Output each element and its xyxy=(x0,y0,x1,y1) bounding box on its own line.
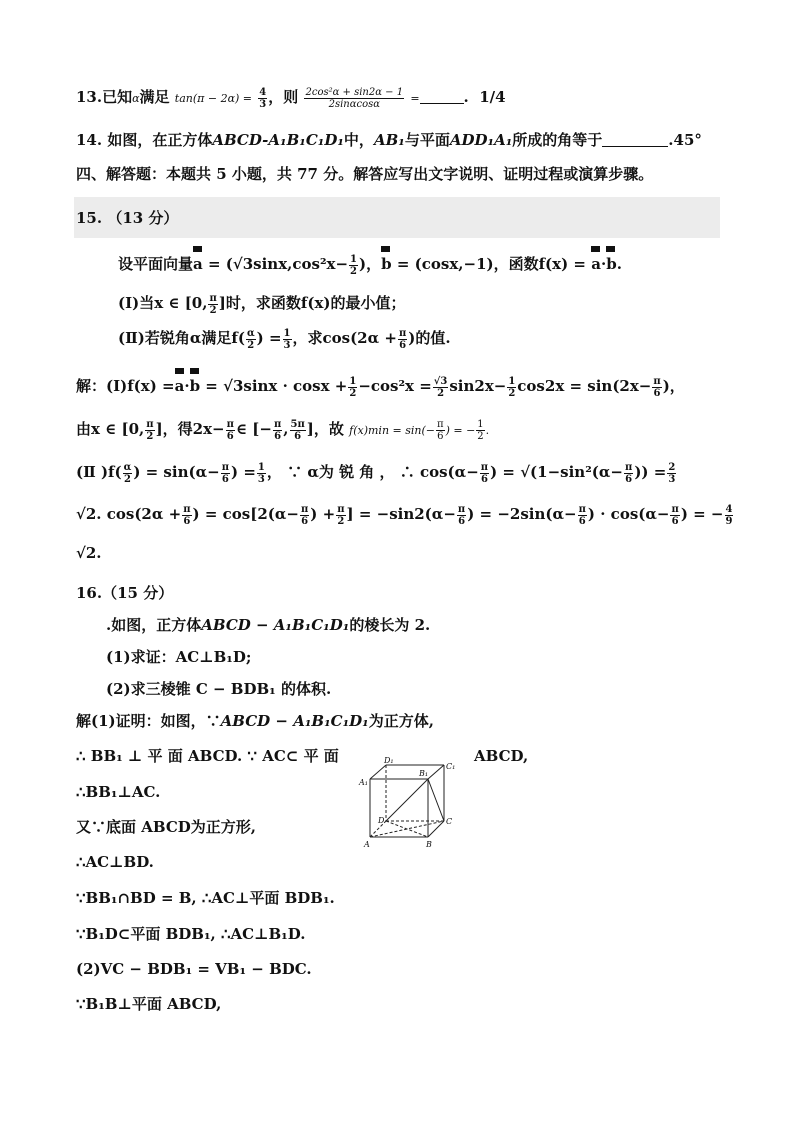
vector-arrow-icon xyxy=(606,246,615,252)
q16-solution-2b: ABCD, xyxy=(474,747,529,765)
vector-arrow-icon xyxy=(381,246,390,252)
q15-solution-1: 解：(Ⅰ)f(x) = a· b = √3sinx · cosx + $\frac{1}{2}$ −cos²x = $\frac{√3}{2}$ sin2x− $\frac{1}{2}$ cos2x = sin(2x− $\frac{\pi}{6}$ )， xyxy=(76,375,685,399)
label-a1: A₁ xyxy=(359,778,368,787)
answer-blank xyxy=(420,89,464,104)
edge-a1d1 xyxy=(370,765,386,779)
q15-statement-1: 设平面向量 a = (√3sinx,cos²x− $\frac{1}{2}$ )， b = (cosx,−1)，函数f(x) = a· b. xyxy=(118,253,622,277)
label-d: D xyxy=(378,816,385,825)
vector-arrow-icon xyxy=(193,246,202,252)
label-d1: D₁ xyxy=(384,757,394,765)
q16-part-2: (2)求三棱锥 C − BDB₁ 的体积. xyxy=(106,680,332,698)
q14-answer: .45° xyxy=(668,131,702,149)
diag-b1d xyxy=(386,779,428,821)
label-b: B xyxy=(426,840,432,849)
q16-solution-8: (2)VC − BDB₁ = VB₁ − BDC. xyxy=(76,960,312,978)
q16-statement: .如图，正方体ABCD − A₁B₁C₁D₁的棱长为 2. xyxy=(106,616,431,634)
q15-part-2: (Ⅱ)若锐角α满足f( $\frac{\alpha}{2}$ ) = $\frac{1}{3}$ ，求cos(2α + $\frac{\pi}{6}$ )的值. xyxy=(118,327,451,351)
q16-header: 16.（15 分） xyxy=(76,584,174,602)
vector-arrow-icon xyxy=(190,368,199,374)
q15-solution-5: √2. xyxy=(76,544,102,562)
vector-a: a xyxy=(193,253,203,275)
label-a: A xyxy=(364,840,370,849)
q15-solution-4: √2. cos(2α + $\frac{\pi}{6}$ ) = cos[2(α− $\frac{\pi}{6}$ ) + $\frac{\pi}{2}$ ] = −sin2(α− $\frac{\pi}{6}$ ) = −2sin(α− $\frac{\pi}{6}$ ) · cos(α− $\frac{\pi}{6}$ ) = − $\frac{4}{9}$ xyxy=(76,503,733,527)
q16-solution-3: ∴BB₁⊥AC. xyxy=(76,783,161,801)
label-c1: C₁ xyxy=(446,762,456,771)
q16-part-1: (1)求证：AC⊥B₁D; xyxy=(106,648,252,666)
q16-solution-2: ∴ BB₁ ⊥ 平 面 ABCD. ∵ AC⊂ 平 面 xyxy=(76,747,339,765)
q16-solution-5: ∴AC⊥BD. xyxy=(76,853,154,871)
q13-answer: 1/4 xyxy=(479,88,506,106)
edge-bc xyxy=(428,821,444,837)
cube-diagram xyxy=(356,757,466,852)
vector-b: b xyxy=(381,253,392,275)
edge-b1c1 xyxy=(428,765,444,779)
q15-solution-2: 由x ∈ [0, $\frac{\pi}{2}$ ]，得2x− $\frac{\pi}{6}$ ∈ [− $\frac{\pi}{6}$ , $\frac{5\pi}{6}$ ]，故 f(x)min = sin(− $\frac{\pi}{6}$ ) = − $\frac{1}{2}$ . xyxy=(76,418,490,442)
q16-solution-7: ∵B₁D⊂平面 BDB₁, ∴AC⊥B₁D. xyxy=(76,925,306,943)
vector-arrow-icon xyxy=(591,246,600,252)
q14-line: 14. 如图，在正方体ABCD-A₁B₁C₁D₁中，AB₁与平面ADD₁A₁所成的角等于 .45° xyxy=(76,131,702,149)
q16-solution-1: 解(1)证明：如图，∵ABCD − A₁B₁C₁D₁为正方体, xyxy=(76,712,434,730)
q15-solution-3: (Ⅱ )f( $\frac{\alpha}{2}$ ) = sin(α− $\frac{\pi}{6}$ ) = $\frac{1}{3}$ ， ∵ α为 锐 角 ， ∴ cos(α− $\frac{\pi}{6}$ ) = √(1−sin²(α− $\frac{\pi}{6}$ )) = $\frac{2}{3}$ xyxy=(76,461,676,485)
section-heading: 四、解答题：本题共 5 小题，共 77 分。解答应写出文字说明、证明过程或演算步骤。 xyxy=(76,165,654,183)
q15-header: 15. （13 分） xyxy=(76,209,179,227)
q13-line: 13.已知α满足 tan(π − 2α) = $\frac{4}{3}$ ，则 $\frac{\text{2cos²α + sin2α − 1}}{2\sin\alpha\cos\alpha}$ = . 1/4 xyxy=(76,86,506,110)
answer-blank xyxy=(602,132,668,147)
q16-solution-6: ∵BB₁∩BD = B, ∴AC⊥平面 BDB₁. xyxy=(76,889,335,907)
label-c: C xyxy=(446,817,453,826)
label-b1: B₁ xyxy=(419,769,429,778)
q15-part-1: (Ⅰ)当x ∈ [0, $\frac{\pi}{2}$ ]时，求函数f(x)的最小值； xyxy=(118,292,406,316)
vector-arrow-icon xyxy=(175,368,184,374)
q16-solution-4: 又∵底面 ABCD为正方形, xyxy=(76,818,256,836)
diag-b1c xyxy=(428,779,444,821)
q16-solution-9: ∵B₁B⊥平面 ABCD, xyxy=(76,995,222,1013)
